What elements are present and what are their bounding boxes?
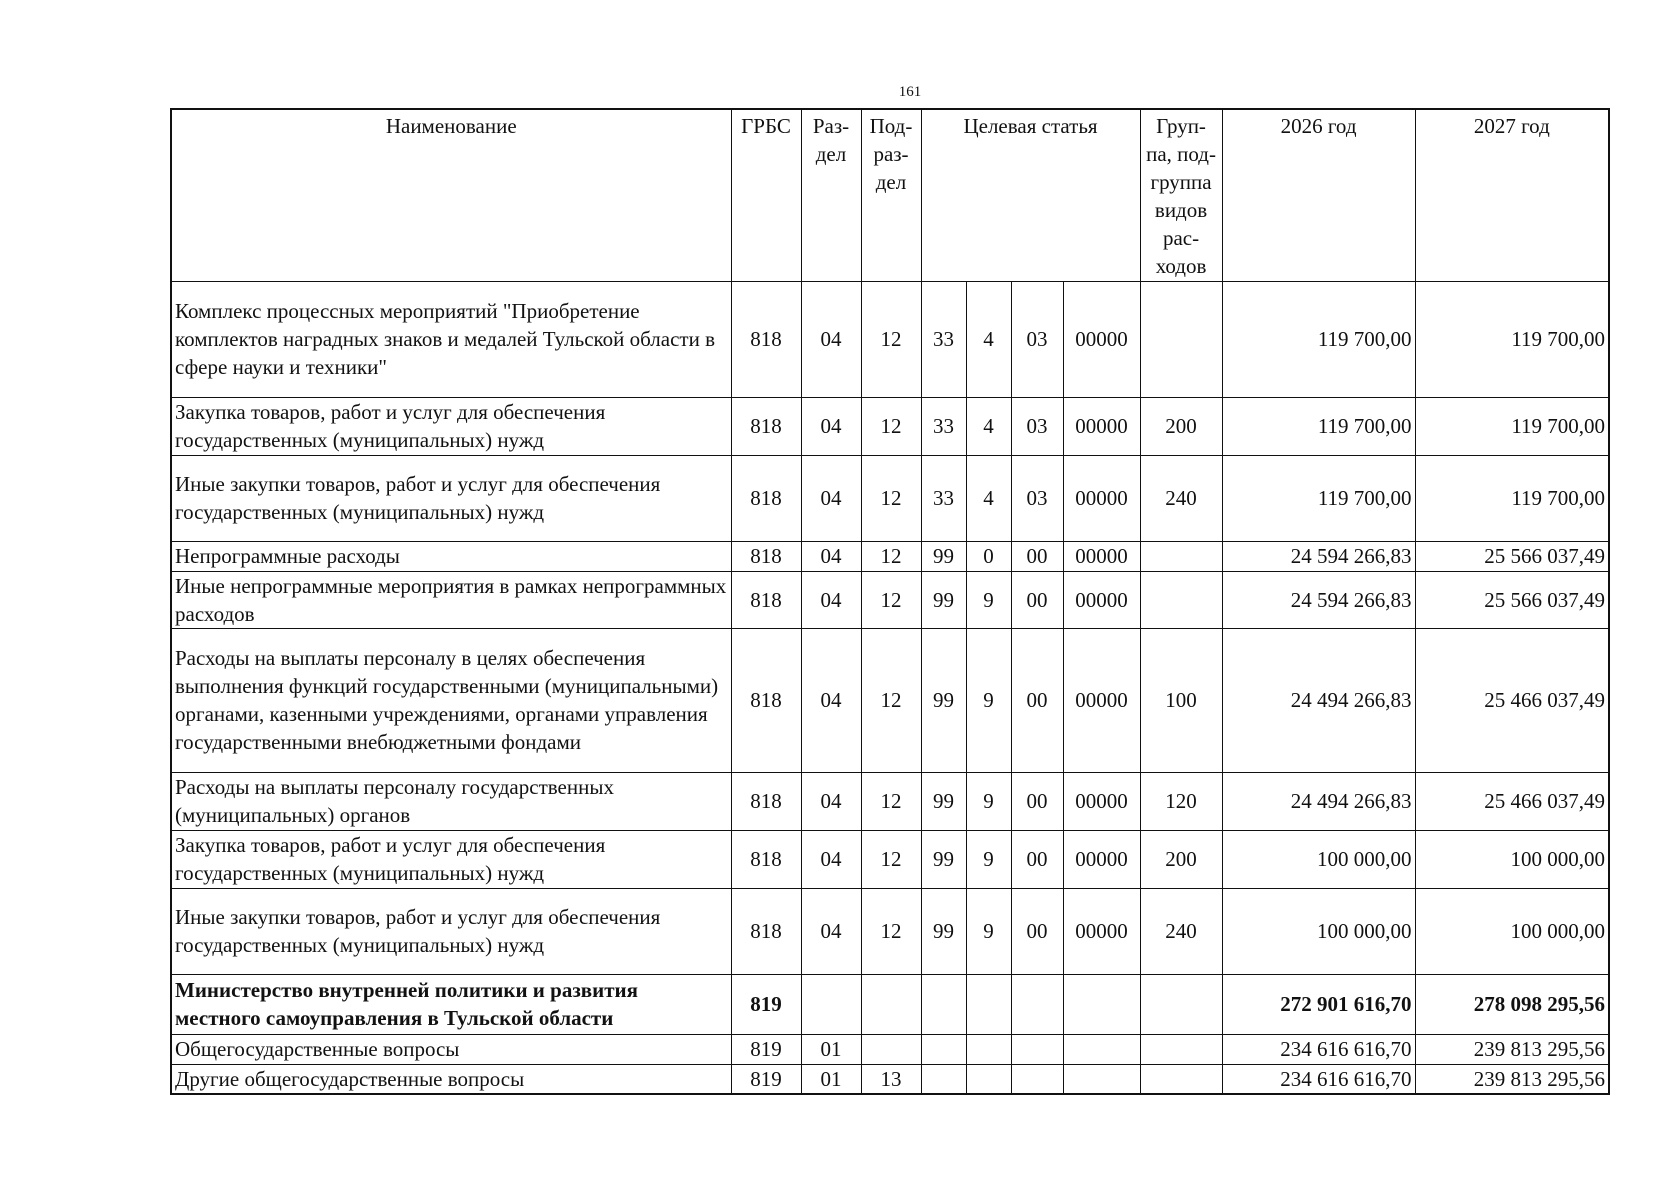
row-amount-2026: 234 616 616,70 (1222, 1034, 1415, 1064)
row-grbs: 818 (731, 397, 801, 455)
header-expense-group: Груп- па, под- группа видов рас- ходов (1140, 109, 1222, 281)
row-name: Комплекс процессных мероприятий "Приобретение комплектов наградных знаков и медалей Тульской области в сфере науки и техники" (171, 281, 731, 397)
row-target-structure (1011, 1034, 1063, 1064)
row-target-direction (1063, 974, 1140, 1034)
row-amount-2027: 25 466 037,49 (1415, 772, 1609, 830)
row-podrazdel (861, 1034, 921, 1064)
row-target-structure: 03 (1011, 397, 1063, 455)
row-amount-2026: 24 494 266,83 (1222, 772, 1415, 830)
row-grbs: 818 (731, 888, 801, 974)
row-razdel: 04 (801, 628, 861, 772)
row-target-structure: 00 (1011, 628, 1063, 772)
header-razdel: Раз- дел (801, 109, 861, 281)
row-amount-2027: 278 098 295,56 (1415, 974, 1609, 1034)
row-expense-group: 100 (1140, 628, 1222, 772)
row-name: Расходы на выплаты персоналу в целях обеспечения выполнения функций государственными (муниципальными) органами, казенными учреждениями, органами управления государственными внебюджетными фондами (171, 628, 731, 772)
row-amount-2027: 25 566 037,49 (1415, 571, 1609, 628)
row-amount-2026: 272 901 616,70 (1222, 974, 1415, 1034)
row-razdel: 01 (801, 1064, 861, 1094)
row-razdel: 04 (801, 571, 861, 628)
row-target-program: 33 (921, 397, 966, 455)
table-row (171, 571, 1609, 628)
row-razdel: 01 (801, 1034, 861, 1064)
row-razdel: 04 (801, 772, 861, 830)
row-expense-group (1140, 541, 1222, 571)
row-target-direction (1063, 1034, 1140, 1064)
row-podrazdel: 12 (861, 571, 921, 628)
row-target-structure: 00 (1011, 888, 1063, 974)
row-podrazdel (861, 974, 921, 1034)
row-amount-2026: 119 700,00 (1222, 455, 1415, 541)
row-target-direction: 00000 (1063, 628, 1140, 772)
row-amount-2026: 234 616 616,70 (1222, 1064, 1415, 1094)
row-razdel: 04 (801, 541, 861, 571)
row-target-structure: 03 (1011, 281, 1063, 397)
row-expense-group: 240 (1140, 888, 1222, 974)
row-name: Другие общегосударственные вопросы (171, 1064, 731, 1094)
row-expense-group: 200 (1140, 397, 1222, 455)
row-target-structure: 00 (1011, 830, 1063, 888)
row-target-type: 9 (966, 571, 1011, 628)
row-target-type: 0 (966, 541, 1011, 571)
page-number: 161 (898, 84, 922, 100)
row-amount-2026: 119 700,00 (1222, 397, 1415, 455)
row-target-direction: 00000 (1063, 455, 1140, 541)
row-razdel: 04 (801, 830, 861, 888)
row-razdel: 04 (801, 281, 861, 397)
row-podrazdel: 12 (861, 888, 921, 974)
row-name: Иные закупки товаров, работ и услуг для обеспечения государственных (муниципальных) нужд (171, 888, 731, 974)
row-grbs: 818 (731, 772, 801, 830)
row-expense-group: 240 (1140, 455, 1222, 541)
row-name: Общегосударственные вопросы (171, 1034, 731, 1064)
row-podrazdel: 12 (861, 397, 921, 455)
row-razdel: 04 (801, 455, 861, 541)
row-target-structure: 03 (1011, 455, 1063, 541)
row-razdel (801, 974, 861, 1034)
row-podrazdel: 12 (861, 830, 921, 888)
table-row (171, 281, 1609, 397)
row-amount-2026: 100 000,00 (1222, 830, 1415, 888)
row-podrazdel: 12 (861, 541, 921, 571)
row-grbs: 818 (731, 628, 801, 772)
row-amount-2026: 24 594 266,83 (1222, 571, 1415, 628)
row-amount-2026: 119 700,00 (1222, 281, 1415, 397)
row-amount-2027: 100 000,00 (1415, 888, 1609, 974)
row-amount-2027: 100 000,00 (1415, 830, 1609, 888)
table-row (171, 888, 1609, 974)
row-grbs: 818 (731, 455, 801, 541)
header-podrazdel: Под- раз- дел (861, 109, 921, 281)
row-expense-group (1140, 974, 1222, 1034)
row-amount-2027: 119 700,00 (1415, 281, 1609, 397)
row-target-structure (1011, 1064, 1063, 1094)
row-amount-2027: 25 566 037,49 (1415, 541, 1609, 571)
row-expense-group (1140, 281, 1222, 397)
row-target-program: 99 (921, 541, 966, 571)
table-row (171, 772, 1609, 830)
row-razdel: 04 (801, 888, 861, 974)
row-target-program: 99 (921, 628, 966, 772)
table-row (171, 1064, 1609, 1094)
row-podrazdel: 13 (861, 1064, 921, 1094)
row-amount-2026: 24 594 266,83 (1222, 541, 1415, 571)
row-target-type (966, 1064, 1011, 1094)
row-podrazdel: 12 (861, 628, 921, 772)
row-target-direction: 00000 (1063, 888, 1140, 974)
row-target-type (966, 974, 1011, 1034)
row-name: Непрограммные расходы (171, 541, 731, 571)
row-target-type: 4 (966, 455, 1011, 541)
row-amount-2027: 25 466 037,49 (1415, 628, 1609, 772)
row-amount-2027: 119 700,00 (1415, 455, 1609, 541)
header-target-article: Целевая статья (921, 109, 1140, 281)
row-expense-group (1140, 1034, 1222, 1064)
row-expense-group: 200 (1140, 830, 1222, 888)
row-grbs: 818 (731, 541, 801, 571)
row-grbs: 818 (731, 571, 801, 628)
row-target-type (966, 1034, 1011, 1064)
header-row (171, 109, 1609, 281)
row-target-program: 99 (921, 888, 966, 974)
row-target-direction: 00000 (1063, 541, 1140, 571)
row-grbs: 819 (731, 1034, 801, 1064)
table-row (171, 455, 1609, 541)
row-target-direction (1063, 1064, 1140, 1094)
row-target-program (921, 1034, 966, 1064)
row-target-program: 99 (921, 571, 966, 628)
row-name: Иные непрограммные мероприятия в рамках непрограммных расходов (171, 571, 731, 628)
row-target-type: 9 (966, 888, 1011, 974)
row-grbs: 818 (731, 281, 801, 397)
row-name: Закупка товаров, работ и услуг для обеспечения государственных (муниципальных) нужд (171, 830, 731, 888)
row-name: Иные закупки товаров, работ и услуг для обеспечения государственных (муниципальных) нужд (171, 455, 731, 541)
row-podrazdel: 12 (861, 772, 921, 830)
row-expense-group (1140, 1064, 1222, 1094)
row-target-structure (1011, 974, 1063, 1034)
row-podrazdel: 12 (861, 455, 921, 541)
header-name: Наименование (171, 109, 731, 281)
row-expense-group (1140, 571, 1222, 628)
table-row (171, 1034, 1609, 1064)
row-amount-2027: 239 813 295,56 (1415, 1064, 1609, 1094)
header-2026: 2026 год (1222, 109, 1415, 281)
table-row (171, 830, 1609, 888)
row-target-direction: 00000 (1063, 830, 1140, 888)
header-grbs: ГРБС (731, 109, 801, 281)
row-amount-2026: 24 494 266,83 (1222, 628, 1415, 772)
table-row (171, 397, 1609, 455)
row-target-type: 9 (966, 772, 1011, 830)
row-amount-2026: 100 000,00 (1222, 888, 1415, 974)
row-target-direction: 00000 (1063, 397, 1140, 455)
row-amount-2027: 119 700,00 (1415, 397, 1609, 455)
row-target-program: 33 (921, 281, 966, 397)
row-expense-group: 120 (1140, 772, 1222, 830)
row-target-program: 99 (921, 772, 966, 830)
table-row (171, 974, 1609, 1034)
row-name: Расходы на выплаты персоналу государственных (муниципальных) органов (171, 772, 731, 830)
row-target-type: 4 (966, 281, 1011, 397)
row-target-direction: 00000 (1063, 281, 1140, 397)
table-row (171, 541, 1609, 571)
row-target-program: 99 (921, 830, 966, 888)
row-target-type: 9 (966, 830, 1011, 888)
row-target-direction: 00000 (1063, 571, 1140, 628)
row-podrazdel: 12 (861, 281, 921, 397)
row-grbs: 818 (731, 830, 801, 888)
row-target-direction: 00000 (1063, 772, 1140, 830)
table-row (171, 628, 1609, 772)
row-target-type: 9 (966, 628, 1011, 772)
row-razdel: 04 (801, 397, 861, 455)
row-target-program (921, 1064, 966, 1094)
row-target-type: 4 (966, 397, 1011, 455)
row-name: Министерство внутренней политики и развития местного самоуправления в Тульской области (171, 974, 731, 1034)
row-target-structure: 00 (1011, 772, 1063, 830)
row-target-structure: 00 (1011, 541, 1063, 571)
row-amount-2027: 239 813 295,56 (1415, 1034, 1609, 1064)
row-target-program: 33 (921, 455, 966, 541)
row-grbs: 819 (731, 974, 801, 1034)
row-name: Закупка товаров, работ и услуг для обеспечения государственных (муниципальных) нужд (171, 397, 731, 455)
row-target-structure: 00 (1011, 571, 1063, 628)
row-grbs: 819 (731, 1064, 801, 1094)
row-target-program (921, 974, 966, 1034)
header-2027: 2027 год (1415, 109, 1609, 281)
budget-table (170, 108, 1610, 1095)
